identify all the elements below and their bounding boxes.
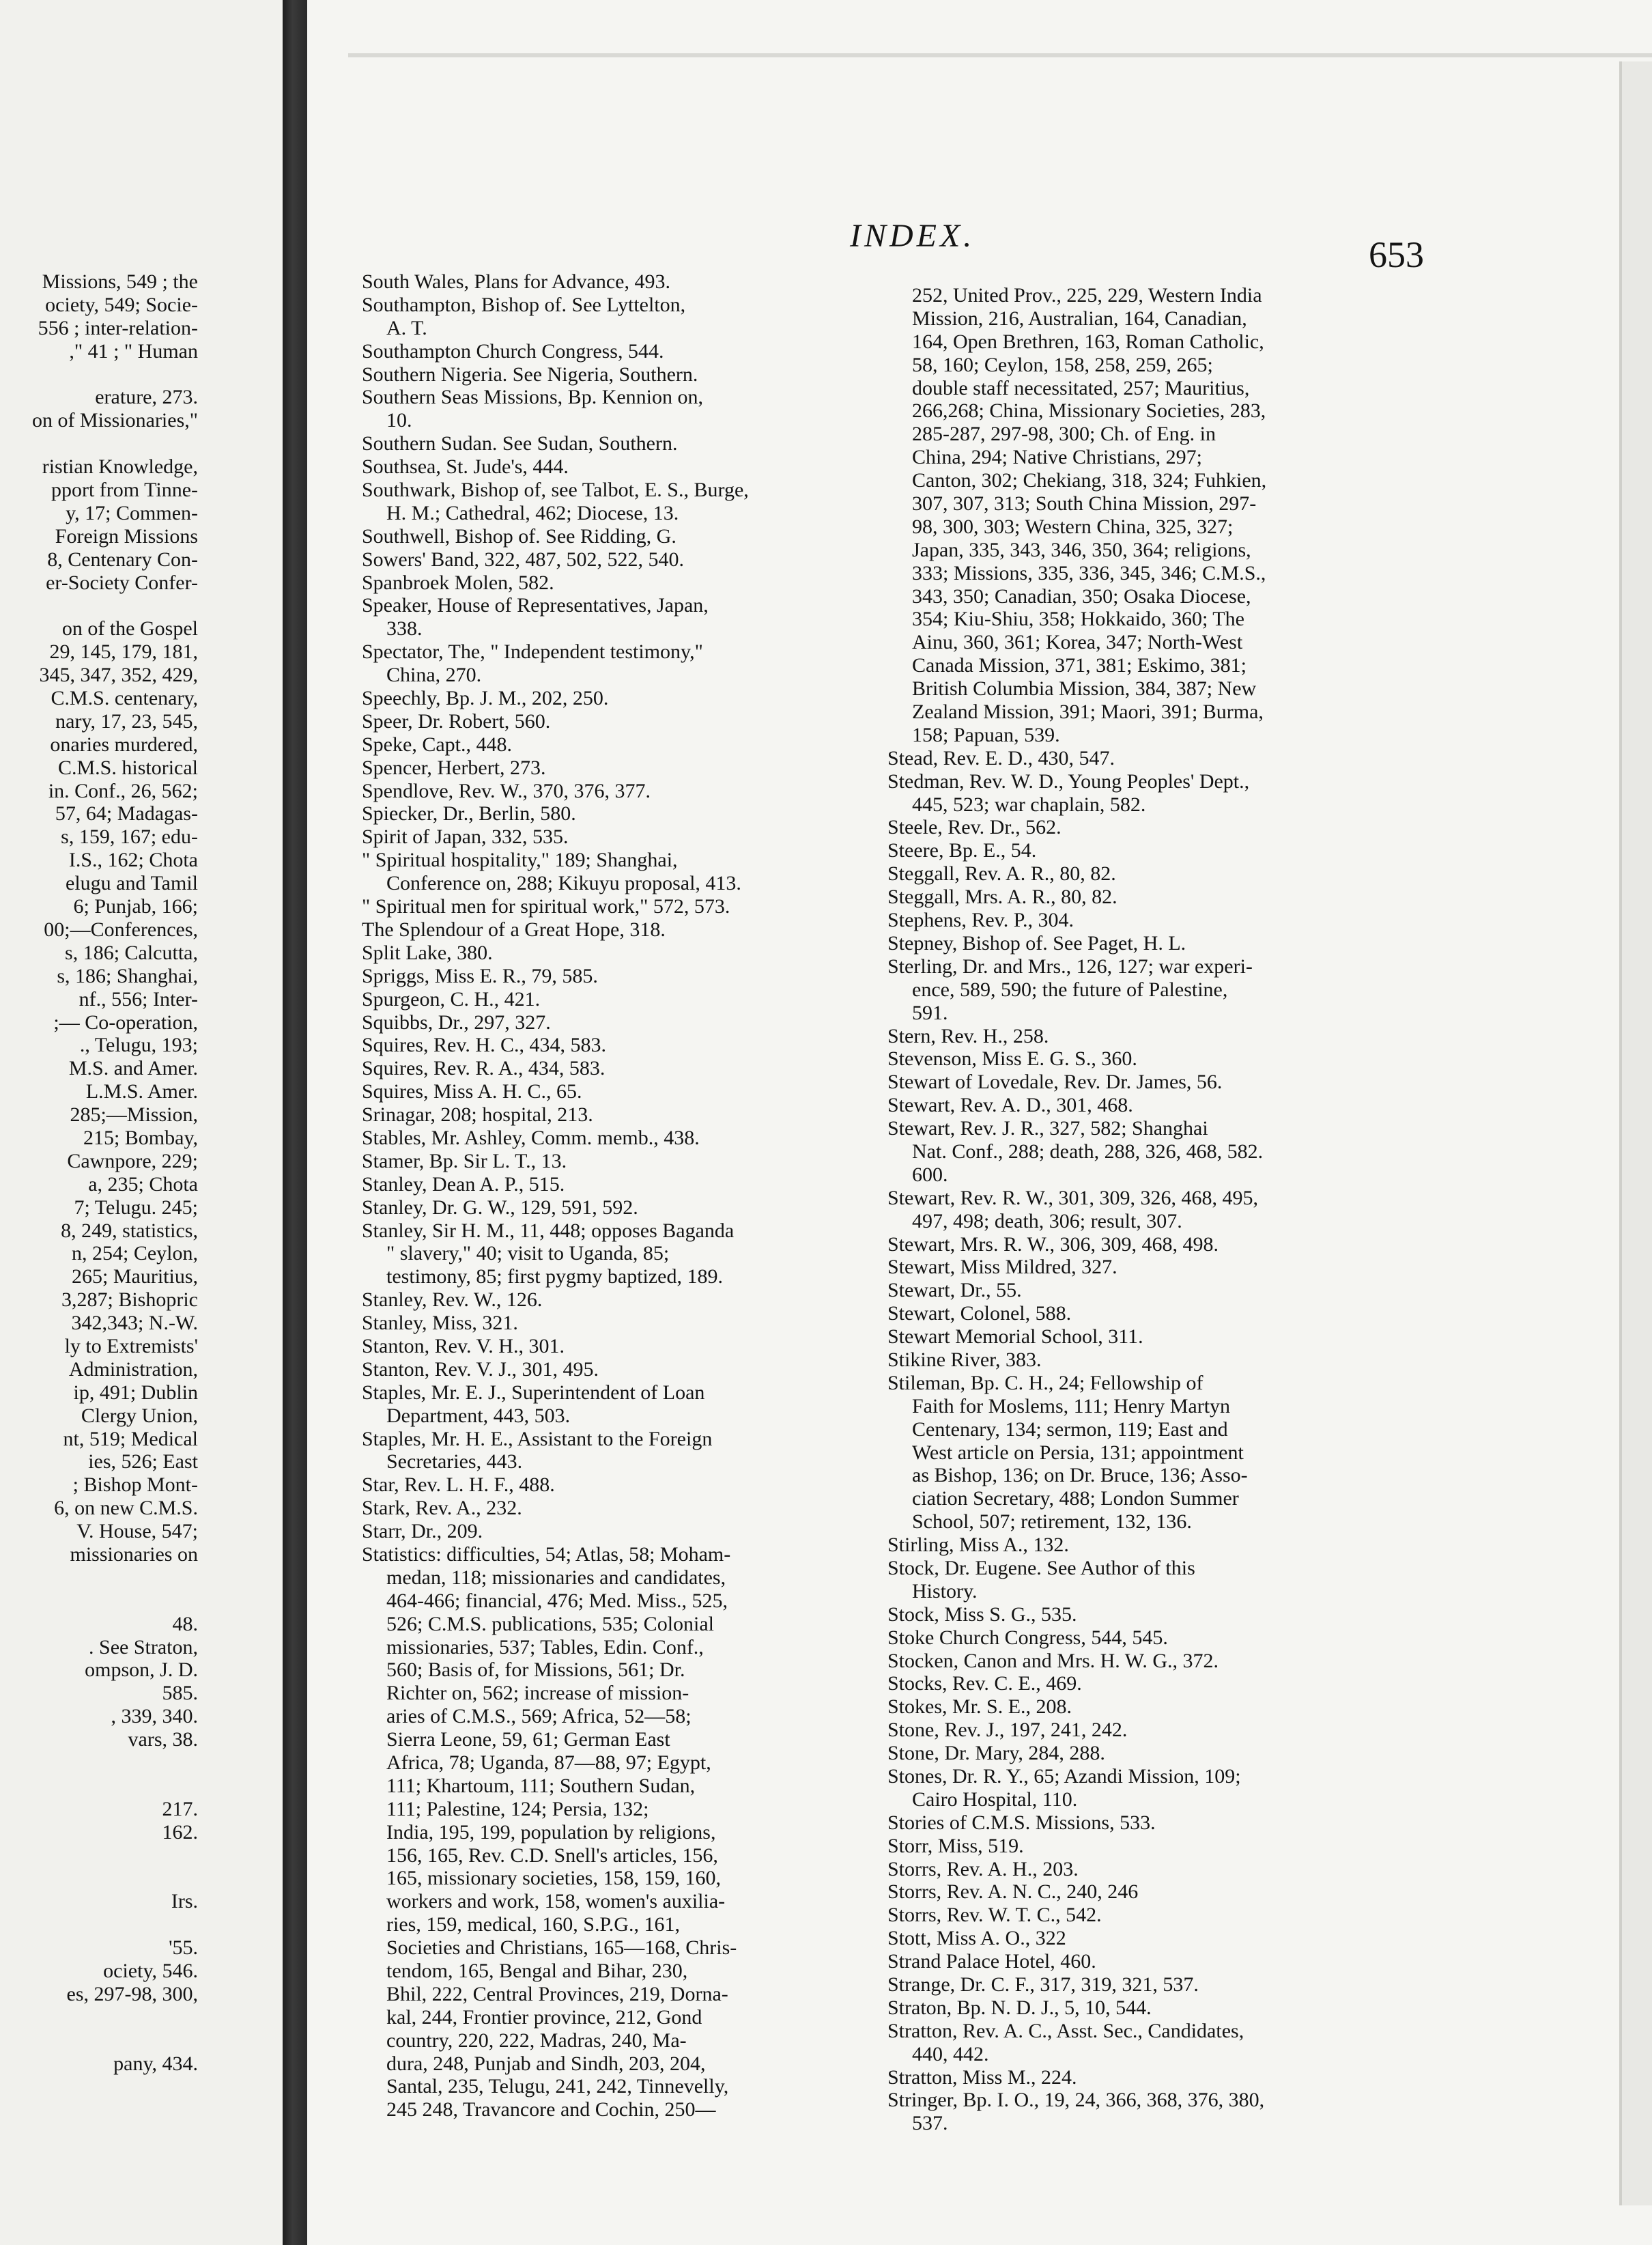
index-entry-line: Staples, Mr. E. J., Superintendent of Loan	[362, 1381, 705, 1404]
index-entry-line: Stock, Miss S. G., 535.	[887, 1602, 1077, 1626]
index-entry-line: Africa, 78; Uganda, 87—88, 97; Egypt,	[386, 1751, 711, 1774]
index-entry-line: Stern, Rev. H., 258.	[887, 1024, 1049, 1047]
index-entry-line: Stories of C.M.S. Missions, 533.	[887, 1811, 1156, 1834]
left-page-fragment-line: Cawnpore, 229;	[67, 1149, 198, 1172]
left-page-fragment-line	[0, 1867, 283, 1890]
index-entry-line: Stocken, Canon and Mrs. H. W. G., 372.	[887, 1649, 1219, 1672]
index-entry-line: China, 294; Native Christians, 297;	[912, 446, 1202, 469]
index-entry-line: " Spiritual hospitality," 189; Shanghai,	[362, 849, 678, 872]
index-entry-line: Stocks, Rev. C. E., 469.	[887, 1672, 1082, 1695]
left-page-fragment-line: 342,343; N.-W.	[71, 1312, 198, 1335]
left-page-fragment-line: 00;—Conferences,	[44, 918, 198, 941]
left-page-fragment-line: in. Conf., 26, 562;	[48, 779, 198, 802]
left-page-fragment-line: er-Society Confer-	[46, 571, 198, 594]
index-entry-line: Spectator, The, " Independent testimony,"	[362, 640, 703, 664]
index-entry-line: 158; Papuan, 539.	[912, 723, 1060, 746]
index-entry-line: ence, 589, 590; the future of Palestine,	[912, 978, 1228, 1001]
index-entry-line: Southampton Church Congress, 544.	[362, 339, 664, 363]
left-page-fragment-line: 265; Mauritius,	[72, 1265, 198, 1288]
index-entry-line: 354; Kiu-Shiu, 358; Hokkaido, 360; The	[912, 608, 1244, 631]
index-entry-line: Strange, Dr. C. F., 317, 319, 321, 537.	[887, 1973, 1199, 1996]
index-entry-line: 156, 165, Rev. C.D. Snell's articles, 156,	[386, 1844, 718, 1867]
index-entry-line: Richter on, 562; increase of mission-	[386, 1682, 689, 1705]
index-entry-line: Stratton, Rev. A. C., Asst. Sec., Candidates,	[887, 2019, 1244, 2042]
left-page-fragment-line: nt, 519; Medical	[63, 1427, 198, 1450]
index-entry-line: Japan, 335, 343, 346, 350, 364; religions,	[912, 538, 1251, 561]
index-entry-line: Storr, Miss, 519.	[887, 1834, 1024, 1857]
index-entry-line: Santal, 235, Telugu, 241, 242, Tinnevelly,	[386, 2075, 729, 2098]
index-entry-line: The Splendour of a Great Hope, 318.	[362, 918, 666, 941]
index-entry-line: School, 507; retirement, 132, 136.	[912, 1510, 1192, 1534]
index-entry-line: medan, 118; missionaries and candidates,	[386, 1566, 726, 1589]
index-entry-line: Stone, Dr. Mary, 284, 288.	[887, 1742, 1105, 1765]
index-entry-line: 497, 498; death, 306; result, 307.	[912, 1209, 1182, 1232]
index-entry-line: Stewart Memorial School, 311.	[887, 1325, 1143, 1349]
left-page-fragment-line: pany, 434.	[113, 2052, 198, 2075]
left-page-fragment-line: Missions, 549 ; the	[42, 270, 198, 293]
index-entry-line: Spendlove, Rev. W., 370, 376, 377.	[362, 779, 651, 802]
left-page-fragment-line	[0, 1590, 283, 1613]
left-page-fragment-line	[0, 363, 283, 386]
running-head: INDEX.	[850, 218, 975, 254]
index-entry-line: 343, 350; Canadian, 350; Osaka Diocese,	[912, 584, 1251, 608]
top-edge	[348, 53, 1652, 57]
index-entry-line: Bhil, 222, Central Provinces, 219, Dorna-	[386, 1982, 728, 2005]
index-entry-line: Stanley, Dean A. P., 515.	[362, 1172, 565, 1196]
index-entry-line: Storrs, Rev. A. H., 203.	[887, 1857, 1079, 1880]
index-entry-line: Southern Sudan. See Sudan, Southern.	[362, 432, 678, 455]
index-entry-line: Faith for Moslems, 111; Henry Martyn	[912, 1394, 1231, 1417]
left-page-fragment-line: I.S., 162; Chota	[68, 849, 198, 872]
index-entry-line: South Wales, Plans for Advance, 493.	[362, 270, 670, 293]
left-page-fragment-line: erature, 273.	[95, 386, 198, 409]
index-entry-line: Speechly, Bp. J. M., 202, 250.	[362, 687, 609, 710]
left-page-fragment-line: 6; Punjab, 166;	[73, 895, 198, 918]
index-entry-line: Stewart, Colonel, 588.	[887, 1302, 1072, 1325]
index-entry-line: Spriggs, Miss E. R., 79, 585.	[362, 964, 598, 987]
index-entry-line: Stokes, Mr. S. E., 208.	[887, 1695, 1072, 1719]
left-page-fragment-line	[0, 1844, 283, 1867]
left-page-fragment-line: 57, 64; Madagas-	[55, 802, 198, 825]
index-entry-line: as Bishop, 136; on Dr. Bruce, 136; Asso-	[912, 1464, 1248, 1487]
left-page-fragment-line	[0, 1913, 283, 1936]
index-entry-line: Speke, Capt., 448.	[362, 733, 512, 756]
left-page-fragment-line: Irs.	[171, 1890, 198, 1913]
index-entry-line: Stewart, Rev. R. W., 301, 309, 326, 468, 495,	[887, 1186, 1259, 1209]
left-page-fragment-line: ., Telugu, 193;	[79, 1034, 198, 1057]
index-entry-line: Stanley, Sir H. M., 11, 448; opposes Baganda	[362, 1219, 735, 1242]
left-page-fragment-line: 48.	[172, 1612, 198, 1635]
index-entry-line: Stewart of Lovedale, Rev. Dr. James, 56.	[887, 1071, 1223, 1094]
left-page-fragment-line: onaries murdered,	[50, 733, 198, 756]
index-entry-line: History.	[912, 1579, 978, 1602]
index-entry-line: Stewart, Mrs. R. W., 306, 309, 468, 498.	[887, 1232, 1219, 1256]
index-entry-line: Starr, Dr., 209.	[362, 1520, 483, 1543]
left-page-fragment-line: ly to Extremists'	[64, 1334, 198, 1357]
left-page-fragment-line: Administration,	[68, 1357, 198, 1381]
left-page-fragment-line: 8, 249, statistics,	[61, 1219, 198, 1242]
index-entry-line: West article on Persia, 131; appointment	[912, 1441, 1244, 1464]
index-entry-line: Stables, Mr. Ashley, Comm. memb., 438.	[362, 1126, 700, 1149]
index-entry-line: 333; Missions, 335, 336, 345, 346; C.M.S.,	[912, 561, 1266, 584]
index-entry-line: testimony, 85; first pygmy baptized, 189.	[386, 1265, 723, 1288]
index-entry-line: Spirit of Japan, 332, 535.	[362, 825, 569, 849]
index-entry-line: Steggall, Rev. A. R., 80, 82.	[887, 862, 1116, 886]
left-page-fragment-line: pport from Tinne-	[51, 479, 198, 502]
index-entry-line: 338.	[386, 617, 423, 640]
left-page-fragment-line	[0, 2006, 283, 2029]
index-entry-line: Steere, Bp. E., 54.	[887, 839, 1037, 862]
left-page-fragment-line: s, 159, 167; edu-	[61, 825, 198, 849]
index-entry-line: " slavery," 40; visit to Uganda, 85;	[386, 1242, 670, 1265]
index-entry-line: Stoke Church Congress, 544, 545.	[887, 1626, 1168, 1649]
left-page-fragment-line	[0, 1751, 283, 1775]
left-page-fragment-line: 6, on new C.M.S.	[54, 1497, 198, 1520]
index-entry-line: ries, 159, medical, 160, S.P.G., 161,	[386, 1913, 680, 1936]
index-entry-line: Secretaries, 443.	[386, 1450, 523, 1473]
index-entry-line: Stanley, Miss, 321.	[362, 1312, 518, 1335]
index-entry-line: " Spiritual men for spiritual work," 572, 573.	[362, 895, 730, 918]
left-page-fragment-line: 29, 145, 179, 181,	[49, 640, 198, 664]
left-page-fragment-line: ristian Knowledge,	[42, 455, 198, 479]
index-entry-line: 111; Palestine, 124; Persia, 132;	[386, 1797, 649, 1820]
left-page-fragment-line: ociety, 549; Socie-	[45, 293, 198, 316]
index-entry-line: Storrs, Rev. W. T. C., 542.	[887, 1904, 1102, 1927]
index-entry-line: Stewart, Dr., 55.	[887, 1279, 1022, 1302]
index-entry-line: Zealand Mission, 391; Maori, 391; Burma,	[912, 701, 1264, 724]
index-entry-line: 266,268; China, Missionary Societies, 283,	[912, 399, 1266, 423]
index-entry-line: British Columbia Mission, 384, 387; New	[912, 677, 1257, 701]
left-page-fragment-line: vars, 38.	[128, 1728, 198, 1751]
index-entry-line: Stikine River, 383.	[887, 1348, 1042, 1371]
left-page-fragment-line: Foreign Missions	[55, 524, 198, 548]
index-entry-line: Cairo Hospital, 110.	[912, 1788, 1078, 1811]
left-page-fragment-line: nf., 556; Inter-	[79, 987, 198, 1011]
index-entry-line: Southampton, Bishop of. See Lyttelton,	[362, 293, 686, 316]
index-entry-line: Storrs, Rev. A. N. C., 240, 246	[887, 1880, 1139, 1904]
index-entry-line: India, 195, 199, population by religions,	[386, 1820, 716, 1844]
index-entry-line: tendom, 165, Bengal and Bihar, 230,	[386, 1960, 688, 1983]
index-entry-line: 464-466; financial, 476; Med. Miss., 525,	[386, 1589, 728, 1612]
index-entry-line: 600.	[912, 1163, 948, 1186]
index-entry-line: Stock, Dr. Eugene. See Author of this	[887, 1556, 1195, 1579]
index-entry-line: Stanton, Rev. V. H., 301.	[362, 1334, 565, 1357]
index-entry-line: Squires, Rev. H. C., 434, 583.	[362, 1034, 607, 1057]
index-entry-line: 560; Basis of, for Missions, 561; Dr.	[386, 1658, 685, 1682]
index-entry-line: Ainu, 360, 361; Korea, 347; North-West	[912, 631, 1243, 654]
left-page-fragment-line: 7; Telugu. 245;	[74, 1196, 198, 1219]
index-entry-line: Stamer, Bp. Sir L. T., 13.	[362, 1149, 567, 1172]
index-entry-line: Nat. Conf., 288; death, 288, 326, 468, 582.	[912, 1140, 1264, 1163]
index-entry-line: Stark, Rev. A., 232.	[362, 1497, 522, 1520]
index-entry-line: H. M.; Cathedral, 462; Diocese, 13.	[386, 501, 679, 524]
index-entry-line: Stedman, Rev. W. D., Young Peoples' Dept.,	[887, 769, 1250, 793]
left-page-fragment-line: on of the Gospel	[61, 617, 198, 640]
left-page-fragment-line: es, 297-98, 300,	[66, 1982, 198, 2005]
left-page-fragment-line: y, 17; Commen-	[66, 501, 198, 524]
index-entry-line: Straton, Bp. N. D. J., 5, 10, 544.	[887, 1996, 1152, 2019]
index-entry-line: Speer, Dr. Robert, 560.	[362, 709, 551, 733]
index-entry-line: Squires, Rev. R. A., 434, 583.	[362, 1057, 606, 1080]
index-entry-line: Spanbroek Molen, 582.	[362, 571, 554, 594]
index-entry-line: Centenary, 134; sermon, 119; East and	[912, 1417, 1228, 1441]
index-entry-line: Stringer, Bp. I. O., 19, 24, 366, 368, 376, 380,	[887, 2089, 1265, 2112]
index-entry-line: aries of C.M.S., 569; Africa, 52—58;	[386, 1705, 692, 1728]
left-page-fragment-line: nary, 17, 23, 545,	[55, 709, 198, 733]
index-entry-line: Stepney, Bishop of. See Paget, H. L.	[887, 931, 1186, 955]
index-entry-line: Stewart, Rev. A. D., 301, 468.	[887, 1094, 1133, 1117]
index-entry-line: 58, 160; Ceylon, 158, 258, 259, 265;	[912, 353, 1213, 376]
index-entry-line: Mission, 216, Australian, 164, Canadian,	[912, 307, 1247, 330]
left-page-fragment-line: missionaries on	[70, 1542, 198, 1566]
index-entry-line: Societies and Christians, 165—168, Chris-	[386, 1936, 737, 1960]
index-entry-line: 526; C.M.S. publications, 535; Colonial	[386, 1612, 715, 1635]
index-entry-line: kal, 244, Frontier province, 212, Gond	[386, 2005, 702, 2029]
index-entry-line: Star, Rev. L. H. F., 488.	[362, 1473, 555, 1497]
index-entry-line: dura, 248, Punjab and Sindh, 203, 204,	[386, 2052, 706, 2075]
index-entry-line: workers and work, 158, women's auxilia-	[386, 1890, 726, 1913]
index-entry-line: ciation Secretary, 488; London Summer	[912, 1487, 1239, 1510]
index-entry-line: Southwark, Bishop of, see Talbot, E. S., Burge,	[362, 479, 749, 502]
index-entry-line: Southsea, St. Jude's, 444.	[362, 455, 569, 479]
index-entry-line: Squibbs, Dr., 297, 327.	[362, 1011, 551, 1034]
index-entry-line: Stead, Rev. E. D., 430, 547.	[887, 746, 1115, 769]
left-page-fragment-line: n, 254; Ceylon,	[72, 1242, 198, 1265]
index-entry-line: 252, United Prov., 225, 229, Western India	[912, 284, 1262, 307]
left-page-fragment-line: V. House, 547;	[76, 1520, 198, 1543]
index-entry-line: 537.	[912, 2112, 948, 2135]
left-page-fragment-line: ; Bishop Mont-	[72, 1473, 198, 1497]
index-entry-line: Southwell, Bishop of. See Ridding, G.	[362, 524, 677, 548]
index-entry-line: 440, 442.	[912, 2042, 989, 2065]
index-entry-line: Spencer, Herbert, 273.	[362, 756, 546, 779]
index-entry-line: 111; Khartoum, 111; Southern Sudan,	[386, 1774, 696, 1797]
left-page-fragment-line: ;— Co-operation,	[53, 1011, 198, 1034]
left-page-fragment-line: L.M.S. Amer.	[85, 1080, 198, 1103]
index-entry-line: Stirling, Miss A., 132.	[887, 1534, 1069, 1557]
left-page-fragment-line: C.M.S. centenary,	[51, 687, 198, 710]
left-page-fragment-line: 285;—Mission,	[70, 1103, 198, 1127]
left-page-text	[0, 270, 283, 2075]
index-entry-line: Strand Palace Hotel, 460.	[887, 1950, 1096, 1973]
index-entry-line: Stanton, Rev. V. J., 301, 495.	[362, 1357, 599, 1381]
left-page-fragment-line: ip, 491; Dublin	[73, 1381, 198, 1404]
left-page-fragment-line: a, 235; Chota	[88, 1172, 198, 1196]
index-entry-line: Stewart, Rev. J. R., 327, 582; Shanghai	[887, 1117, 1208, 1140]
index-entry-line: China, 270.	[386, 664, 482, 687]
index-entry-line: Stott, Miss A. O., 322	[887, 1927, 1066, 1950]
gutter-shadow	[283, 0, 307, 2245]
index-entry-line: Stanley, Rev. W., 126.	[362, 1288, 543, 1312]
index-entry-line: 245 248, Travancore and Cochin, 250—	[386, 2098, 716, 2121]
index-entry-line: Stephens, Rev. P., 304.	[887, 909, 1074, 932]
index-entry-line: Stone, Rev. J., 197, 241, 242.	[887, 1719, 1128, 1742]
index-entry-line: country, 220, 222, Madras, 240, Ma-	[386, 2029, 687, 2052]
index-entry-line: Stileman, Bp. C. H., 24; Fellowship of	[887, 1371, 1204, 1394]
left-page-fragment-line: 215; Bombay,	[83, 1126, 198, 1149]
left-page-fragment-line	[0, 594, 283, 617]
left-page-fragment-line	[0, 1566, 283, 1590]
index-entry-line: missionaries, 537; Tables, Edin. Conf.,	[386, 1635, 704, 1658]
page-number: 653	[1369, 234, 1424, 275]
index-column-left	[362, 270, 749, 2121]
index-entry-line: Sowers' Band, 322, 487, 502, 522, 540.	[362, 548, 685, 571]
index-entry-line: Speaker, House of Representatives, Japan,	[362, 594, 709, 617]
index-entry-line: Sterling, Dr. and Mrs., 126, 127; war experi-	[887, 955, 1253, 978]
index-entry-line: 445, 523; war chaplain, 582.	[912, 793, 1146, 816]
index-entry-line: 164, Open Brethren, 163, Roman Catholic,	[912, 330, 1264, 353]
left-page-fragment-line: . See Straton,	[89, 1635, 198, 1658]
index-entry-line: 307, 307, 313; South China Mission, 297-	[912, 492, 1257, 516]
index-entry-line: Stanley, Dr. G. W., 129, 591, 592.	[362, 1196, 638, 1219]
index-entry-line: Spiecker, Dr., Berlin, 580.	[362, 802, 576, 825]
index-entry-line: double staff necessitated, 257; Mauritius,	[912, 376, 1250, 399]
left-page-fragment-line	[0, 1775, 283, 1798]
index-entry-line: Stewart, Miss Mildred, 327.	[887, 1256, 1117, 1279]
index-entry-line: Squires, Miss A. H. C., 65.	[362, 1080, 582, 1103]
left-page-fragment-line: Clergy Union,	[81, 1404, 198, 1427]
left-page-fragment-line: ," 41 ; " Human	[69, 339, 198, 363]
index-entry-line: Split Lake, 380.	[362, 941, 493, 964]
left-page-fragment-line: ompson, J. D.	[85, 1658, 198, 1682]
left-page-fragment-line: 3,287; Bishopric	[61, 1288, 198, 1312]
index-entry-line: Statistics: difficulties, 54; Atlas, 58; Moham-	[362, 1542, 731, 1566]
index-entry-line: 285-287, 297-98, 300; Ch. of Eng. in	[912, 423, 1216, 446]
index-entry-line: Steele, Rev. Dr., 562.	[887, 816, 1062, 839]
index-entry-line: Stevenson, Miss E. G. S., 360.	[887, 1047, 1137, 1071]
left-page-fragment-line: 345, 347, 352, 429,	[39, 664, 198, 687]
index-entry-line: Staples, Mr. H. E., Assistant to the Foreign	[362, 1427, 713, 1450]
left-page-fragment-line: , 339, 340.	[111, 1705, 198, 1728]
page-edge-strip	[1619, 61, 1652, 2205]
left-page-fragment-line: s, 186; Calcutta,	[65, 941, 198, 964]
index-entry-line: A. T.	[386, 316, 427, 339]
index-entry-line: Steggall, Mrs. A. R., 80, 82.	[887, 886, 1117, 909]
left-page-fragment-line: 585.	[162, 1682, 198, 1705]
left-page-fragment-line: elugu and Tamil	[66, 872, 198, 895]
left-page	[0, 0, 283, 2245]
index-entry-line: Department, 443, 503.	[386, 1404, 571, 1427]
index-entry-line: 591.	[912, 1001, 948, 1024]
left-page-fragment-line	[0, 432, 283, 455]
left-page-fragment-line: M.S. and Amer.	[68, 1057, 198, 1080]
left-page-fragment-line: on of Missionaries,"	[31, 409, 198, 432]
index-entry-line: Sierra Leone, 59, 61; German East	[386, 1728, 670, 1751]
left-page-fragment-line: ociety, 546.	[103, 1960, 198, 1983]
left-page-fragment-line: C.M.S. historical	[57, 756, 198, 779]
left-page-fragment-line: '55.	[169, 1936, 198, 1960]
index-entry-line: Spurgeon, C. H., 421.	[362, 987, 541, 1011]
index-entry-line: 165, missionary societies, 158, 159, 160,	[386, 1867, 721, 1890]
left-page-fragment-line: ies, 526; East	[88, 1450, 198, 1473]
left-page-fragment-line: 556 ; inter-relation-	[38, 316, 198, 339]
index-entry-line: Srinagar, 208; hospital, 213.	[362, 1103, 593, 1127]
index-entry-line: 10.	[386, 409, 412, 432]
left-page-fragment-line	[0, 2029, 283, 2052]
left-page-fragment-line: 217.	[162, 1797, 198, 1820]
left-page-fragment-line: 8, Centenary Con-	[47, 548, 198, 571]
left-page-fragment-line: s, 186; Shanghai,	[57, 964, 198, 987]
index-entry-line: Canton, 302; Chekiang, 318, 324; Fuhkien,	[912, 469, 1267, 492]
index-column-right	[887, 284, 1266, 2135]
index-entry-line: Southern Seas Missions, Bp. Kennion on,	[362, 386, 704, 409]
index-entry-line: 98, 300, 303; Western China, 325, 327;	[912, 515, 1234, 538]
index-entry-line: Stratton, Miss M., 224.	[887, 2065, 1077, 2089]
index-entry-line: Conference on, 288; Kikuyu proposal, 413.	[386, 872, 741, 895]
index-entry-line: Canada Mission, 371, 381; Eskimo, 381;	[912, 654, 1247, 677]
index-entry-line: Southern Nigeria. See Nigeria, Southern.	[362, 363, 698, 386]
left-page-fragment-line: 162.	[162, 1820, 198, 1844]
index-entry-line: Stones, Dr. R. Y., 65; Azandi Mission, 109;	[887, 1765, 1241, 1788]
